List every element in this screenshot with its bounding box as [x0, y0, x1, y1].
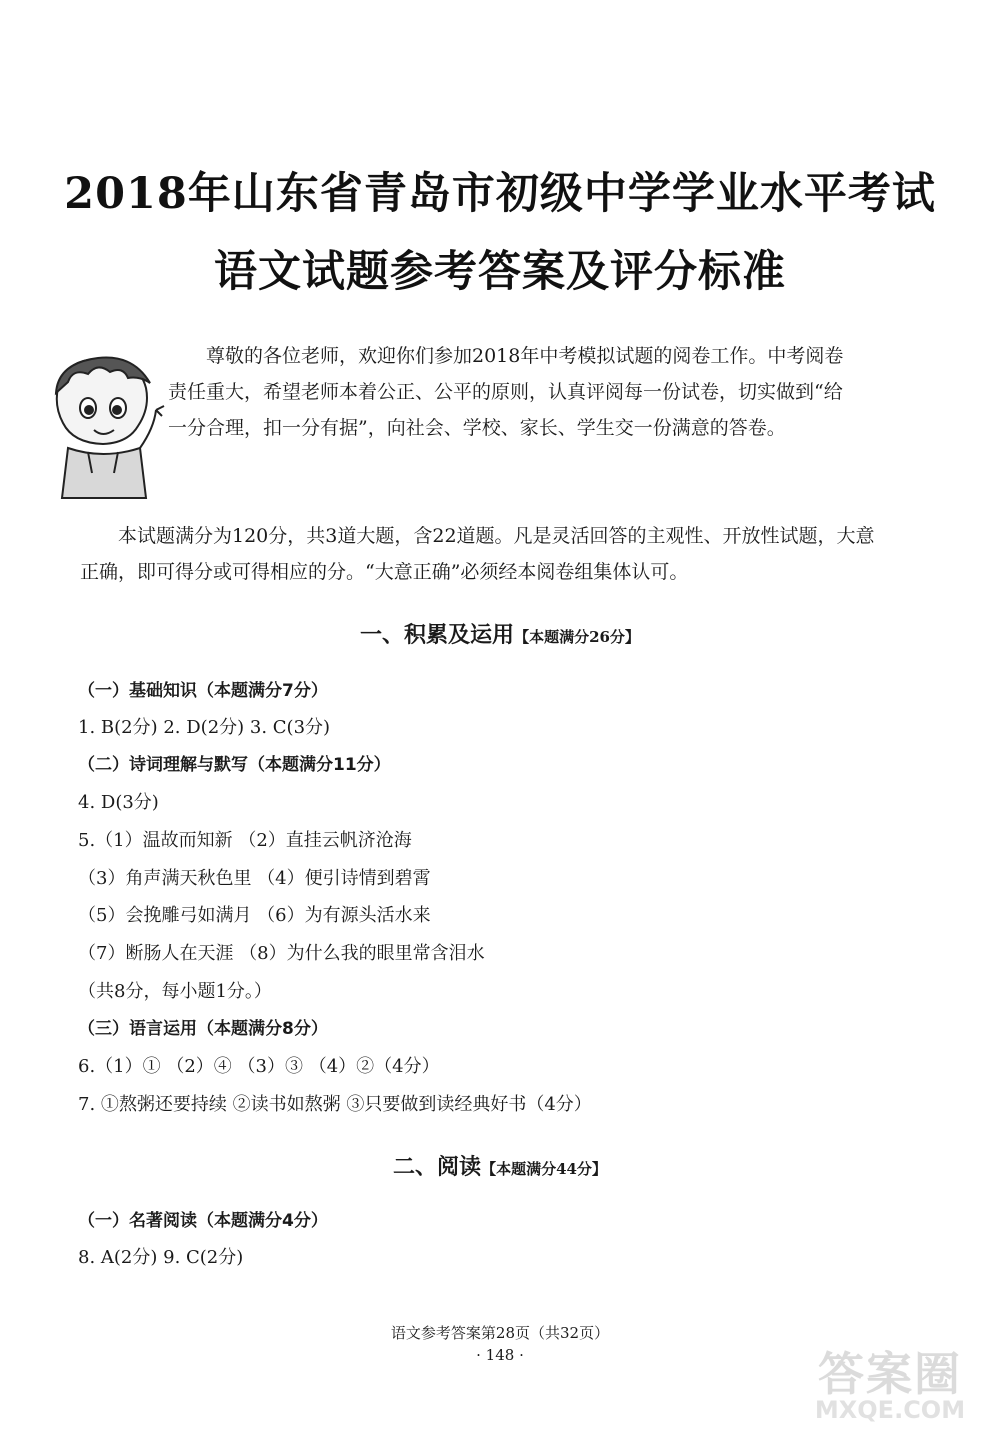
section-score: 【本题满分26分】 — [514, 628, 640, 646]
cartoon-boy-illustration — [28, 348, 178, 508]
subsection-heading: （三）语言运用（本题满分8分） — [78, 1019, 328, 1039]
watermark-url: MXQE.COM — [814, 1396, 966, 1424]
greeting-paragraph: 尊敬的各位老师，欢迎你们参加2018年中考模拟试题的阅卷工作。中考阅卷责任重大，希望老师本着公正、公平的原则，认真评阅每一份试卷，切实做到“给一分合理，扣一分有据”，向社会、学校、家长、学生交一份满意的答卷。 — [168, 345, 844, 439]
answer-line: 1. B(2分) 2. D(2分) 3. C(3分) — [78, 717, 331, 738]
subsection-heading: （二）诗词理解与默写（本题满分11分） — [78, 755, 391, 775]
answer-line: 6.（1）① （2）④ （3）③ （4）②（4分） — [78, 1056, 440, 1077]
exam-subtitle: 语文试题参考答案及评分标准 — [214, 247, 786, 297]
scoring-note-paragraph: 本试题满分为120分，共3道大题，含22道题。凡是灵活回答的主观性、开放性试题，大意正确，即可得分或可得相应的分。“大意正确”必须经本阅卷组集体认可。 — [80, 525, 875, 583]
exam-title: 2018年山东省青岛市初级中学学业水平考试 — [64, 169, 936, 219]
section-heading-2 — [0, 1150, 1000, 1181]
site-watermark — [790, 1338, 990, 1428]
answer-line: （3）角声满天秋色里 （4）便引诗情到碧霄 — [78, 868, 431, 889]
subsection-heading: （一）基础知识（本题满分7分） — [78, 681, 328, 701]
answer-note: （共8分，每小题1分。） — [78, 981, 272, 1002]
answer-line: 5.（1）温故而知新 （2）直挂云帆济沧海 — [78, 830, 412, 851]
answer-line: 8. A(2分) 9. C(2分) — [78, 1247, 244, 1268]
page-number: · 148 · — [476, 1346, 524, 1364]
answer-line: 7. ①熬粥还要持续 ②读书如熬粥 ③只要做到读经典好书（4分） — [78, 1094, 592, 1115]
page-footer: 语文参考答案第28页（共32页） — [390, 1324, 610, 1342]
section-score: 【本题满分44分】 — [481, 1160, 607, 1178]
watermark-logo: 答案圈 — [818, 1347, 962, 1401]
answer-line: （5）会挽雕弓如满月 （6）为有源头活水来 — [78, 905, 431, 926]
answer-line: 4. D(3分) — [78, 792, 159, 813]
section-title: 一、积累及运用 — [360, 622, 515, 648]
subsection-heading: （一）名著阅读（本题满分4分） — [78, 1211, 328, 1231]
section-heading-1 — [0, 618, 1000, 649]
section-title: 二、阅读 — [393, 1154, 482, 1180]
answer-line: （7）断肠人在天涯 （8）为什么我的眼里常含泪水 — [78, 943, 485, 964]
